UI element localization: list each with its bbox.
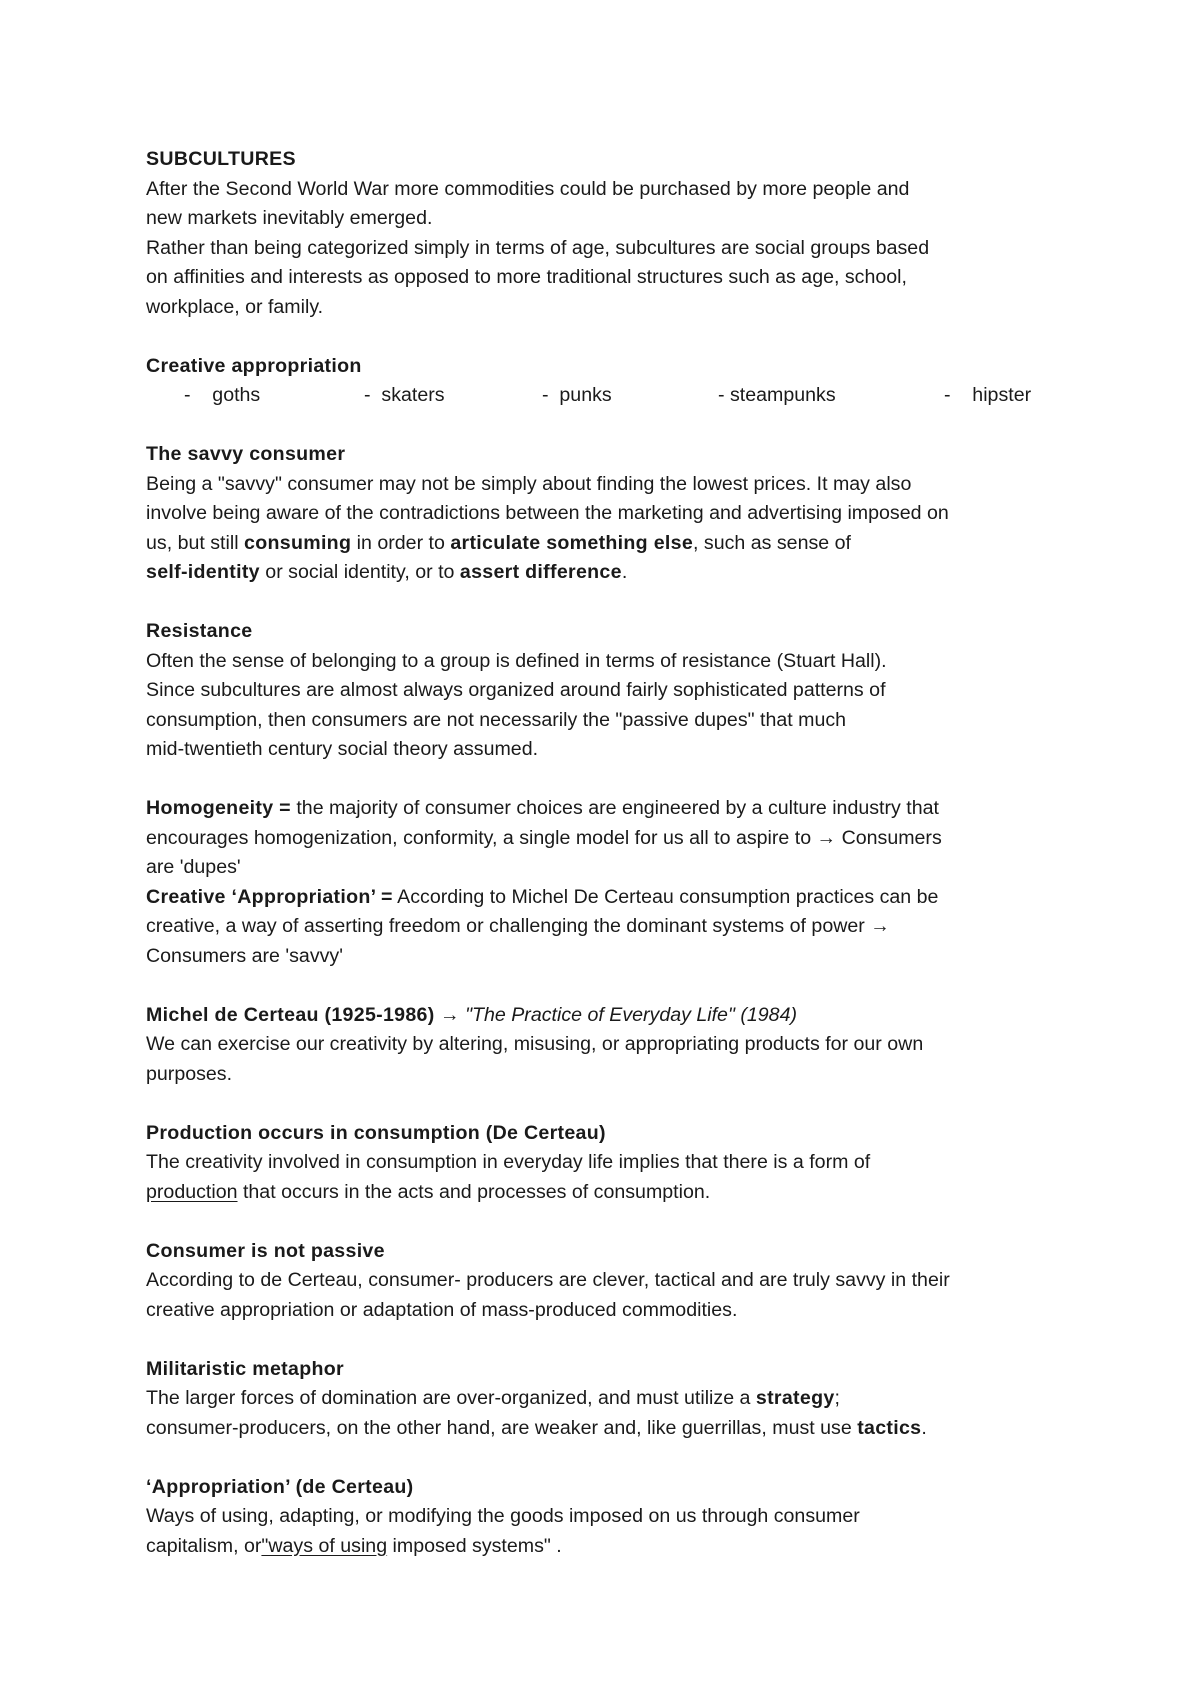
paragraph-line: purposes. xyxy=(146,1062,233,1085)
creative-appropriation-heading: Creative appropriation xyxy=(146,354,362,377)
paragraph-line: Since subcultures are almost always organized around fairly sophisticated patterns of xyxy=(146,679,886,701)
intro-line: After the Second World War more commodities could be purchased by more people and xyxy=(146,177,910,200)
paragraph-line: creative appropriation or adaptation of mass-produced commodities. xyxy=(146,1298,738,1321)
paragraph-line: consumption, then consumers are not necessarily the "passive dupes" that much xyxy=(146,708,847,731)
paragraph-line: are 'dupes' xyxy=(146,856,241,878)
paragraph-line: Often the sense of belonging to a group is defined in terms of resistance (Stuart Hall). xyxy=(146,649,887,672)
list-item-skaters: - skaters xyxy=(364,384,445,406)
consumer-not-passive-heading: Consumer is not passive xyxy=(146,1239,385,1262)
paragraph-line: mid-twentieth century social theory assumed. xyxy=(146,738,539,760)
resistance-heading: Resistance xyxy=(146,620,253,642)
intro-line: workplace, or family. xyxy=(146,295,324,318)
paragraph-line: involve being aware of the contradictions between the marketing and advertising imposed on xyxy=(146,502,949,524)
intro-line: new markets inevitably emerged. xyxy=(146,207,433,229)
paragraph-line: The larger forces of domination are over-organized, and must utilize a strategy; xyxy=(146,1387,840,1409)
paragraph-line: Consumers are 'savvy' xyxy=(146,944,343,967)
paragraph-line: We can exercise our creativity by altering, misusing, or appropriating products for our own xyxy=(146,1033,924,1055)
savvy-consumer-heading: The savvy consumer xyxy=(146,443,346,465)
paragraph-line: consumer-producers, on the other hand, are weaker and, like guerrillas, must use tactics. xyxy=(146,1416,927,1439)
production-heading: Production occurs in consumption (De Certeau) xyxy=(146,1121,606,1144)
paragraph-line: capitalism, or"ways of using imposed systems" . xyxy=(146,1534,562,1557)
list-item-goths: - goths xyxy=(184,384,261,406)
paragraph-line: Ways of using, adapting, or modifying the goods imposed on us through consumer xyxy=(146,1505,860,1527)
certeau-heading: Michel de Certeau (1925-1986) → "The Practice of Everyday Life" (1984) xyxy=(146,1003,797,1026)
underlined-text: "ways of using xyxy=(261,1534,388,1557)
underlined-text: production xyxy=(146,1180,238,1203)
paragraph-line: According to de Certeau, consumer- producers are clever, tactical and are truly savvy in their xyxy=(146,1269,950,1291)
paragraph-line: production that occurs in the acts and processes of consumption. xyxy=(146,1180,711,1203)
subculture-list xyxy=(146,381,1086,411)
book-title: "The Practice of Everyday Life" (1984) xyxy=(465,1003,797,1026)
paragraph-line: creative, a way of asserting freedom or challenging the dominant systems of power → xyxy=(146,915,890,937)
list-item-steampunks: - steampunks xyxy=(718,384,836,406)
paragraph-line: encourages homogenization, conformity, a single model for us all to aspire to → Consumers xyxy=(146,826,942,849)
intro-line: on affinities and interests as opposed to more traditional structures such as age, school, xyxy=(146,266,907,288)
intro-line: Rather than being categorized simply in terms of age, subcultures are social groups based xyxy=(146,236,930,259)
creative-appropriation-definition: Creative ‘Appropriation’ = According to Michel De Certeau consumption practices can be xyxy=(146,885,939,908)
document-title: SUBCULTURES xyxy=(146,148,296,170)
paragraph-line: self-identity or social identity, or to assert difference. xyxy=(146,561,628,583)
document-page xyxy=(146,145,1086,1561)
appropriation-heading: ‘Appropriation’ (de Certeau) xyxy=(146,1475,414,1498)
paragraph-line: us, but still consuming in order to articulate something else, such as sense of xyxy=(146,531,851,554)
list-item-punks: - punks xyxy=(542,384,612,406)
militaristic-metaphor-heading: Militaristic metaphor xyxy=(146,1357,344,1380)
paragraph-line: Being a "savvy" consumer may not be simply about finding the lowest prices. It may also xyxy=(146,472,912,495)
list-item-hipster: - hipster xyxy=(944,384,1032,406)
homogeneity-definition: Homogeneity = the majority of consumer choices are engineered by a culture industry that xyxy=(146,797,939,819)
paragraph-line: The creativity involved in consumption in everyday life implies that there is a form of xyxy=(146,1151,871,1173)
